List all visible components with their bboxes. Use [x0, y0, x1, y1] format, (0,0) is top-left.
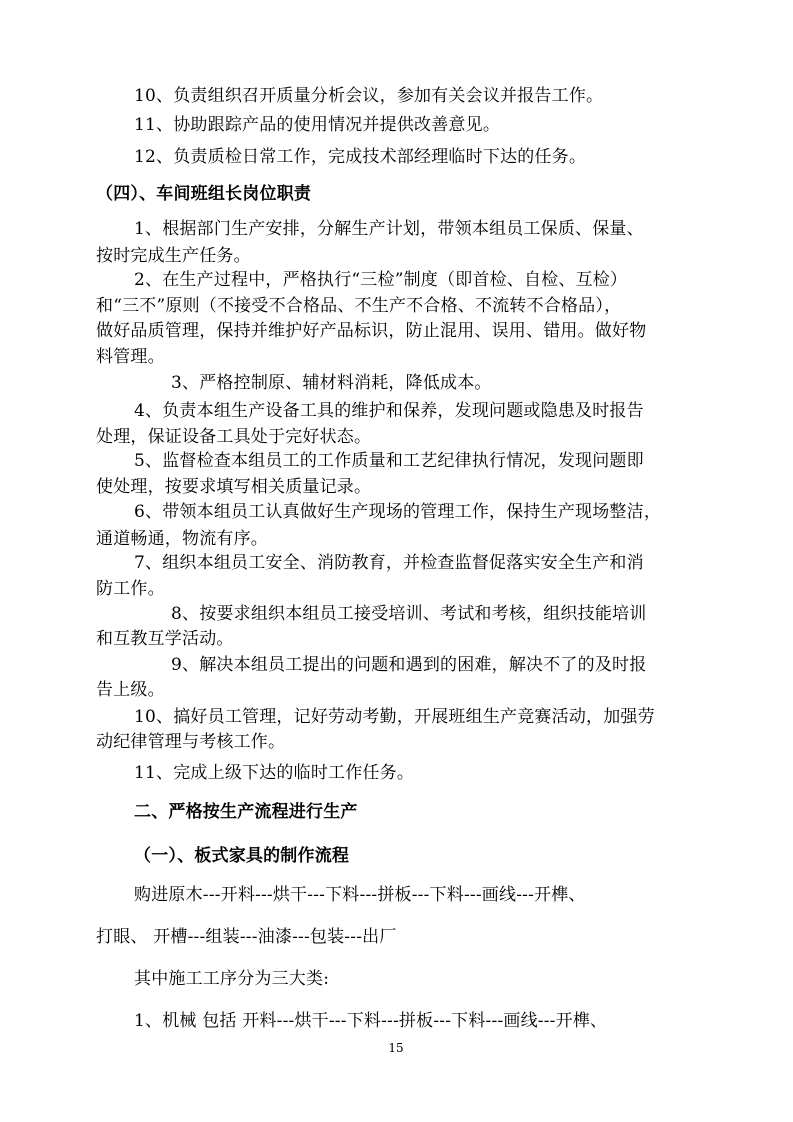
text-line: 11、协助跟踪产品的使用情况并提供改善意见。 [134, 115, 501, 135]
text-line: 购进原木---开料---烘干---下料---拼板---下料---画线---开榫、 [134, 885, 586, 905]
text-line: 3、严格控制原、辅材料消耗，降低成本。 [171, 373, 492, 393]
text-line: 按时完成生产任务。 [96, 246, 251, 266]
text-line: 9、解决本组员工提出的问题和遇到的困难，解决不了的及时报 [171, 655, 647, 675]
text-line: 打眼、 开槽---组装---油漆---包装---出厂 [96, 927, 397, 947]
text-line: 防工作。 [96, 579, 165, 599]
text-line: 1、机械 包括 开料---烘干---下料---拼板---下料---画线---开榫、 [134, 1011, 608, 1031]
text-line: 12、负责质检日常工作，完成技术部经理临时下达的任务。 [134, 147, 587, 167]
page-number: 15 [388, 1041, 404, 1055]
text-line: 做好品质管理，保持并维护好产品标识，防止混用、误用、错用。做好物 [96, 321, 647, 341]
text-line: 5、监督检查本组员工的工作质量和工艺纪律执行情况，发现问题即 [134, 451, 644, 471]
text-line: 8、按要求组织本组员工接受培训、考试和考核，组织技能培训 [171, 604, 647, 624]
text-line: 4、负责本组生产设备工具的维护和保养，发现问题或隐患及时报告 [134, 401, 644, 421]
text-line: 通道畅通，物流有序。 [96, 529, 268, 549]
text-line: 和“三不”原则（不接受不合格品、不生产不合格、不流转不合格品）， [96, 296, 622, 316]
text-line: 6、带领本组员工认真做好生产现场的管理工作，保持生产现场整洁， [134, 502, 662, 522]
text-line: 1、根据部门生产安排，分解生产计划，带领本组员工保质、保量、 [134, 219, 644, 239]
text-line: 动纪律管理与考核工作。 [96, 732, 286, 752]
section-heading: （四）、车间班组长岗位职责 [96, 184, 312, 204]
text-line: 告上级。 [96, 680, 165, 700]
text-line: 处理，保证设备工具处于完好状态。 [96, 427, 372, 447]
section-heading: （一）、板式家具的制作流程 [134, 846, 350, 866]
text-line: 2、在生产过程中，严格执行“三检”制度（即首检、自检、互检） [134, 270, 628, 290]
text-line: 其中施工工序分为三大类: [134, 969, 330, 989]
text-line: 10、搞好员工管理，记好劳动考勤，开展班组生产竞赛活动，加强劳 [134, 707, 655, 727]
text-line: 11、完成上级下达的临时工作任务。 [134, 763, 415, 783]
text-line: 10、负责组织召开质量分析会议，参加有关会议并报告工作。 [134, 86, 604, 106]
text-line: 和互教互学活动。 [96, 629, 234, 649]
section-heading: 二、严格按生产流程进行生产 [134, 802, 358, 822]
text-line: 料管理。 [96, 347, 165, 367]
text-line: 7、组织本组员工安全、消防教育，并检查监督促落实安全生产和消 [134, 553, 644, 573]
text-line: 使处理，按要求填写相关质量记录。 [96, 477, 372, 497]
